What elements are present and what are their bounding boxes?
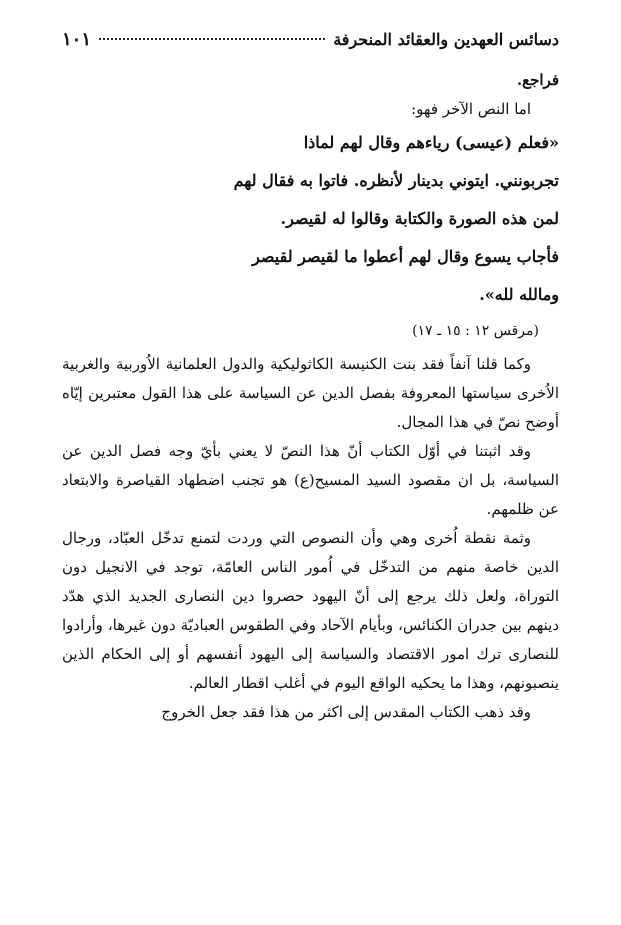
scripture-quote: [62, 124, 559, 314]
quote-line: لمن هذه الصورة والكتابة وقالوا له لقيصر.: [280, 209, 559, 228]
running-title: دسائس العهدين والعقائد المنحرفة: [333, 30, 559, 49]
book-page: [62, 28, 559, 905]
text-line: فراجع.: [516, 71, 559, 89]
dotted-leader: [99, 38, 325, 40]
quote-line: ومالله لله».: [479, 285, 559, 304]
page-content: [62, 66, 559, 727]
paragraph: وكما قلنا آنفاً فقد بنت الكنيسة الكاثوليكية والدول العلمانية الاُوربية والغربية الاُخرى سياستها المعروفة بفصل الدين عن السياسة على هذا القول معتبرين إيّاه أوضح نصّ في هذا المجال.: [62, 355, 559, 431]
paragraph: وقد ذهب الكتاب المقدس إلى اكثر من هذا فقد جعل الخروج: [161, 703, 531, 721]
scripture-reference: (مرقس ١٢ : ١٥ ـ ١٧): [412, 323, 539, 339]
quote-line: تجربونني. ايتوني بدينار لأنظره. فاتوا به فقال لهم: [233, 171, 559, 190]
paragraph: وقد اثبتنا في أوّل الكتاب أنّ هذا النصّ لا يعني بأيّ وجه فصل الدين عن السياسة، بل ان مقصود السيد المسيح(ع) هو تجنب اضطهاد القياصرة والابتعاد عن ظلمهم.: [62, 442, 559, 518]
quote-line: «فعلم (عيسى) رياءهم وقال لهم لماذا: [303, 133, 559, 152]
page-number: ١٠١: [62, 29, 92, 50]
running-header: [62, 28, 559, 52]
text-line: اما النص الآخر فهو:: [411, 100, 531, 118]
quote-line: فأجاب يسوع وقال لهم أعطوا ما لقيصر لقيصر: [252, 247, 559, 266]
paragraph: وثمة نقطة اُخرى وهي وأن النصوص التي وردت لتمنع تدخّل العبّاد، ورجال الدين خاصة منهم من التدخّل في اُمور الناس العامّة، توجد في الانجيل دون التوراة، ولعل ذلك يرجع إلى أنّ اليهود حصروا دين النصارى الجديد الذي هدّد دينهم بين جدران الكنائس، وبأيام الآحاد وفي الطقوس العباديّة دون غيرها، وأرادوا للنصارى ترك امور الاقتصاد والسياسة إلى اليهود أنفسهم أو إلى الحكام الذين ينصبونهم، وهذا ما يحكيه الواقع اليوم في أغلب اقطار العالم.: [62, 529, 559, 692]
